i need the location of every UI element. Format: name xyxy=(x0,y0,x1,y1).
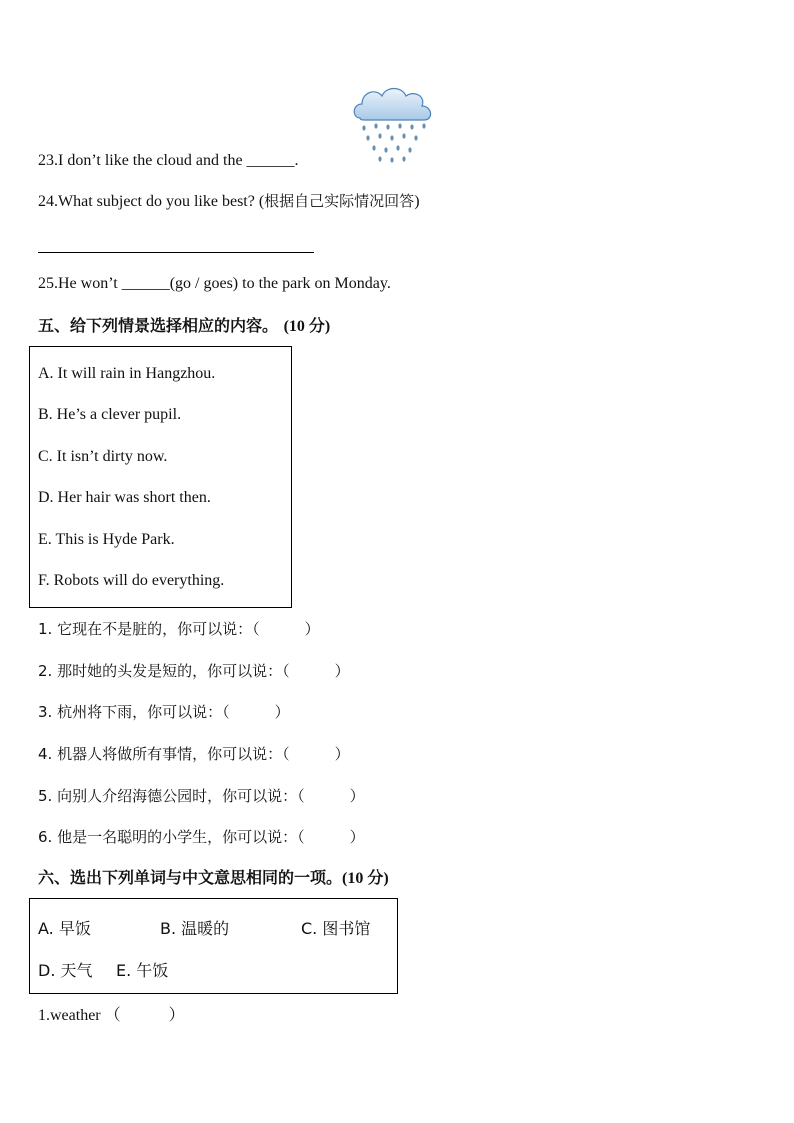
section-5-title-text: 五、给下列情景选择相应的内容。 xyxy=(38,316,279,335)
section-5-options-box xyxy=(29,346,292,608)
question-24-close: ) xyxy=(414,193,420,210)
option-f: F. Robots will do everything. xyxy=(38,572,225,589)
word-option-a: A. 早饭 xyxy=(38,919,91,938)
question-24-text: 24.What subject do you like best? ( xyxy=(38,193,265,210)
question-25: 25.He won’t ______(go / goes) to the park on Monday. xyxy=(38,275,391,292)
option-a: A. It will rain in Hangzhou. xyxy=(38,365,216,382)
section-6-title xyxy=(38,867,389,890)
word-option-b: B. 温暖的 xyxy=(160,919,230,938)
word-question-1: 1.weather （ ） xyxy=(38,1007,185,1024)
section-6-title-text: 六、选出下列单词与中文意思相同的一项。 xyxy=(38,868,343,887)
rain-cloud-icon xyxy=(350,82,436,164)
situation-3: 3. 杭州将下雨，你可以说：（ ） xyxy=(38,703,290,721)
word-option-c: C. 图书馆 xyxy=(301,919,371,938)
question-24 xyxy=(38,191,420,212)
section-5-score: (10 分) xyxy=(283,318,331,335)
answer-line xyxy=(38,252,314,253)
situation-4: 4. 机器人将做所有事情，你可以说：（ ） xyxy=(38,745,350,763)
question-24-hint: 根据自己实际情况回答 xyxy=(264,192,415,210)
word-option-d: D. 天气 xyxy=(38,961,93,980)
option-d: D. Her hair was short then. xyxy=(38,489,211,506)
section-5-title xyxy=(38,315,330,338)
section-6-score: (10 分) xyxy=(342,870,389,887)
option-c: C. It isn’t dirty now. xyxy=(38,448,168,465)
situation-1: 1. 它现在不是脏的，你可以说：（ ） xyxy=(38,620,320,638)
option-b: B. He’s a clever pupil. xyxy=(38,406,182,423)
situation-2: 2. 那时她的头发是短的，你可以说：（ ） xyxy=(38,662,350,680)
situation-5: 5. 向别人介绍海德公园时，你可以说：（ ） xyxy=(38,787,365,805)
word-option-e: E. 午饭 xyxy=(116,961,169,980)
option-e: E. This is Hyde Park. xyxy=(38,531,175,548)
question-23: 23.I don’t like the cloud and the ______. xyxy=(38,152,299,169)
situation-6: 6. 他是一名聪明的小学生，你可以说：（ ） xyxy=(38,828,365,846)
